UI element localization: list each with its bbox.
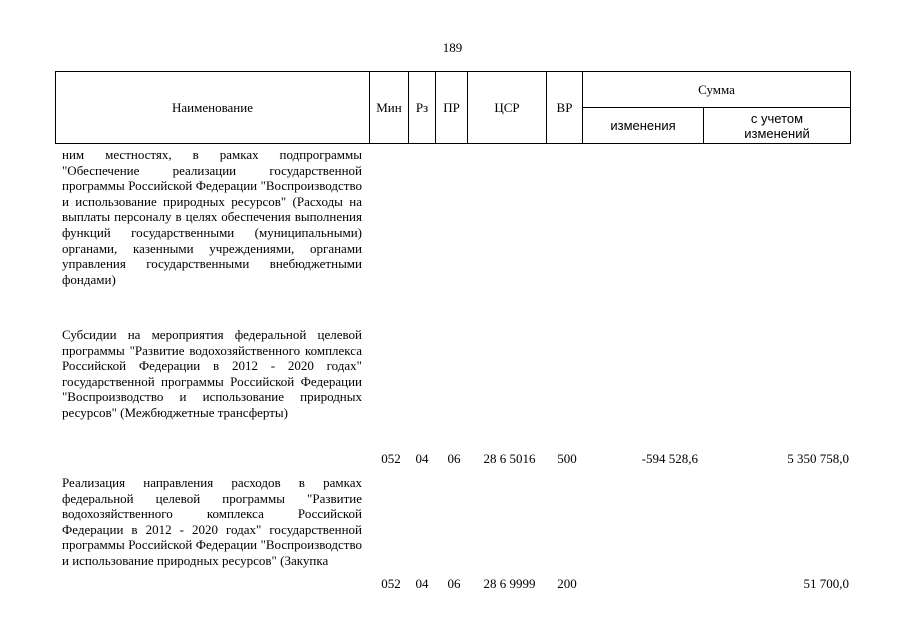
row-2-rz: 04 — [415, 576, 429, 591]
header-change: изменения — [582, 107, 703, 143]
header-min: Мин — [369, 72, 408, 143]
row-2-text: Реализация направления расходов в рамках федеральной целевой программы "Развитие водохозяйственного комплекса Российской Федерации в 2012 - 2020 годах" государственной программы Российской Федерации "Воспроизводство и использование природных ресурсов" (Закупка — [62, 475, 362, 568]
table-header — [55, 71, 851, 144]
row-1-text: Субсидии на мероприятия федеральной целевой программы "Развитие водохозяйственного комплекса Российской Федерации в 2012 - 2020 годах" государственной программы Российской Федерации "Воспроизводство и использование природных ресурсов" (Межбюджетные трансферты) — [62, 327, 362, 420]
header-vr: ВР — [546, 72, 582, 143]
row-1-rz: 04 — [415, 451, 429, 466]
header-name: Наименование — [172, 99, 253, 115]
row-1-min: 052 — [381, 451, 401, 466]
row-1-csr: 28 6 5016 — [483, 451, 536, 466]
row-2-pr: 06 — [447, 576, 461, 591]
row-2-vr: 200 — [557, 576, 577, 591]
row-2-min: 052 — [381, 576, 401, 591]
row-2-csr: 28 6 9999 — [483, 576, 536, 591]
row-0-text: ним местностях, в рамках подпрограммы "Обеспечение реализации государственной программы Российской Федерации "Воспроизводство и использование природных ресурсов" (Расходы на выплаты персоналу в целях обеспечения выполнения функций государственными (муниципальными) органами, казенными учреждениями, органами управления государственными внебюджетными фондами) — [62, 147, 362, 287]
page-number: 189 — [442, 40, 463, 55]
header-rz: Рз — [408, 72, 435, 143]
header-sum: Сумма — [582, 72, 850, 107]
header-csr: ЦСР — [467, 72, 546, 143]
row-1-vr: 500 — [557, 451, 577, 466]
header-pr: ПР — [435, 72, 467, 143]
row-1-change: -594 528,6 — [641, 451, 698, 466]
row-1-total: 5 350 758,0 — [787, 451, 849, 466]
header-with-change: с учетом изменений — [703, 107, 850, 143]
row-2-total: 51 700,0 — [803, 576, 849, 591]
row-1-pr: 06 — [447, 451, 461, 466]
